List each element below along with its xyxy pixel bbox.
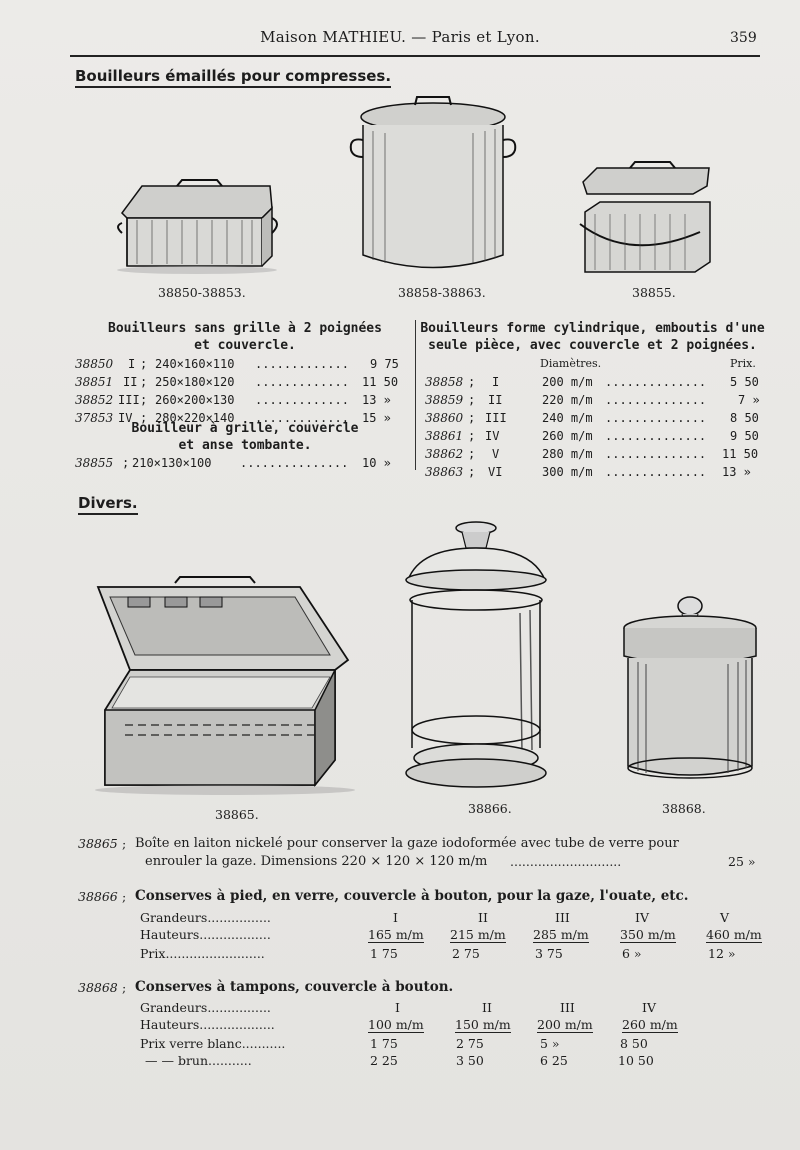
right-row-price: 5 50 (730, 375, 759, 389)
size-cell: II (482, 1000, 492, 1015)
price-brown-cell: 6 25 (540, 1053, 568, 1068)
item-ref-38866: 38866 (78, 889, 118, 904)
right-row: 38862 (425, 447, 464, 461)
leader-dots: .............. (605, 447, 707, 461)
leader-dots: .............. (605, 429, 707, 443)
left-row-price: 11 50 (362, 375, 399, 389)
right-row-num: VI (488, 465, 503, 479)
right-row-diam: 220 m/m (542, 393, 593, 407)
left-row-dims: 280×220×140 (155, 411, 235, 425)
left-row: 37853 (75, 411, 114, 425)
right-row-price: 9 50 (730, 429, 759, 443)
left-row-dims: 240×160×110 (155, 357, 235, 371)
size-cell: III (560, 1000, 575, 1015)
right-row-sep: ; (468, 393, 476, 407)
column-divider (415, 320, 416, 470)
glass-jar-on-foot-icon (400, 518, 555, 798)
right-table-title: Bouilleurs forme cylindrique, emboutis d'une seule pièce, avec couvercle et 2 poignées. (420, 321, 765, 353)
height-cell: 150 m/m (455, 1017, 511, 1032)
right-row: 38863 (425, 465, 464, 479)
section-title-divers: Divers. (78, 494, 138, 512)
item-38868-title: Conserves à tampons, couvercle à bouton. (135, 979, 454, 995)
leader-dots: ............................ (510, 854, 622, 869)
right-col-diam-header: Diamètres. (540, 357, 602, 370)
section-title-boilers: Bouilleurs émaillés pour compresses. (75, 67, 391, 85)
page-number: 359 (730, 30, 757, 46)
size-cell: IV (635, 910, 649, 925)
height-cell: 460 m/m (706, 927, 762, 942)
right-row-diam: 280 m/m (542, 447, 593, 461)
right-row-diam: 300 m/m (542, 465, 593, 479)
left-row-sep: ; (140, 375, 148, 389)
left-row: 38850 (75, 357, 114, 371)
price-white-cell: 5 » (540, 1036, 560, 1051)
label-prix-brun: — — brun........... (145, 1053, 252, 1068)
right-row: 38861 (425, 429, 464, 443)
header-rule (70, 55, 760, 57)
left-row-price: 13 » (362, 393, 391, 407)
item-sep: ; (122, 889, 127, 904)
left-row-price: 9 75 (370, 357, 399, 371)
item-38866-title: Conserves à pied, en verre, couvercle à bouton, pour la gaze, l'ouate, etc. (135, 888, 689, 904)
boiler-with-grid-and-handle-icon (575, 162, 735, 274)
price-cell: 12 » (708, 946, 736, 961)
right-row-sep: ; (468, 411, 476, 425)
caption-38850: 38850-38853. (158, 285, 246, 300)
left-row-sep: ; (140, 411, 148, 425)
right-row-num: IV (485, 429, 500, 443)
right-row-num: III (485, 411, 507, 425)
size-cell: I (395, 1000, 400, 1015)
left-table-title: Bouilleurs sans grille à 2 poignées et couvercle. (108, 321, 382, 353)
size-cell: I (393, 910, 398, 925)
leader-dots: ............. (255, 375, 349, 389)
right-row: 38860 (425, 411, 464, 425)
price-cell: 6 » (622, 946, 642, 961)
price-cell: 3 75 (535, 946, 563, 961)
height-cell: 350 m/m (620, 927, 676, 942)
right-row-diam: 240 m/m (542, 411, 593, 425)
caption-38868: 38868. (662, 801, 706, 816)
item-38865-line1: Boîte en laiton nickelé pour conserver la gaze iodoformée avec tube de verre pour (135, 836, 679, 851)
height-cell: 200 m/m (537, 1017, 593, 1032)
item-38865-line2: enrouler la gaze. Dimensions 220 × 120 × 120 m/m (145, 854, 488, 869)
height-cell: 165 m/m (368, 927, 424, 942)
right-col-price-header: Prix. (730, 357, 756, 370)
right-row-sep: ; (468, 447, 476, 461)
left-row: 38851 (75, 375, 114, 389)
price-white-cell: 1 75 (370, 1036, 398, 1051)
size-cell: III (555, 910, 570, 925)
right-row-diam: 260 m/m (542, 429, 593, 443)
leader-dots: ............. (255, 357, 349, 371)
price-white-cell: 2 75 (456, 1036, 484, 1051)
item-ref-38868: 38868 (78, 980, 118, 995)
leader-dots: ............... (240, 456, 349, 470)
size-cell: IV (642, 1000, 656, 1015)
size-cell: II (478, 910, 488, 925)
left-row-sep: ; (122, 456, 130, 470)
cylindrical-boiler-icon (345, 95, 525, 277)
price-cell: 1 75 (370, 946, 398, 961)
price-brown-cell: 2 25 (370, 1053, 398, 1068)
leader-dots: .............. (605, 411, 707, 425)
caption-38855: 38855. (632, 285, 676, 300)
right-row-sep: ; (468, 429, 476, 443)
left-row-num: I (128, 357, 136, 371)
left-row-dims: 260×200×130 (155, 393, 235, 407)
left-row: 38852 (75, 393, 114, 407)
right-row-num: V (492, 447, 500, 461)
left-row-sep: ; (140, 393, 148, 407)
left-row-dims: 250×180×120 (155, 375, 235, 389)
right-row-num: I (492, 375, 500, 389)
leader-dots: .............. (605, 465, 707, 479)
label-grandeurs: Grandeurs................ (140, 910, 271, 925)
right-row-diam: 200 m/m (542, 375, 593, 389)
height-cell: 260 m/m (622, 1017, 678, 1032)
label-grandeurs: Grandeurs................ (140, 1000, 271, 1015)
label-hauteurs: Hauteurs................... (140, 1017, 275, 1032)
left-table-subtitle: Bouilleur à grille, couvercle et anse tombante. (131, 421, 359, 453)
right-row-price: 13 » (722, 465, 751, 479)
item-sep: ; (122, 980, 127, 995)
item-ref-38865: 38865 (78, 836, 118, 851)
price-brown-cell: 3 50 (456, 1053, 484, 1068)
enamel-boiler-rectangular-icon (112, 178, 282, 273)
left-row-num: III (118, 393, 140, 407)
right-row: 38859 (425, 393, 464, 407)
tampon-canister-icon (620, 596, 765, 786)
page-header: Maison MATHIEU. — Paris et Lyon. (260, 28, 540, 46)
height-cell: 100 m/m (368, 1017, 424, 1032)
item-sep: ; (122, 836, 127, 851)
size-cell: V (720, 910, 730, 925)
right-row: 38858 (425, 375, 464, 389)
left-row-last: 38855 (75, 456, 114, 470)
label-prix: Prix......................... (140, 946, 265, 961)
right-row-price: 8 50 (730, 411, 759, 425)
item-38865-price: 25 » (728, 854, 756, 869)
left-row-dims: 210×130×100 (132, 456, 212, 470)
left-row-num: II (123, 375, 138, 389)
right-row-num: II (488, 393, 503, 407)
right-row-sep: ; (468, 465, 476, 479)
right-row-price: 7 » (738, 393, 760, 407)
left-row-num: IV (118, 411, 133, 425)
leader-dots: .............. (605, 375, 707, 389)
leader-dots: ............. (255, 411, 349, 425)
left-row-price: 15 » (362, 411, 391, 425)
leader-dots: ............. (255, 393, 349, 407)
left-row-sep: ; (140, 357, 148, 371)
price-cell: 2 75 (452, 946, 480, 961)
right-row-sep: ; (468, 375, 476, 389)
price-white-cell: 8 50 (620, 1036, 648, 1051)
left-row-price: 10 » (362, 456, 391, 470)
caption-38866: 38866. (468, 801, 512, 816)
gauze-box-icon (90, 575, 365, 795)
right-row-price: 11 50 (722, 447, 759, 461)
label-hauteurs: Hauteurs.................. (140, 927, 271, 942)
label-prix-blanc: Prix verre blanc........... (140, 1036, 286, 1051)
height-cell: 215 m/m (450, 927, 506, 942)
height-cell: 285 m/m (533, 927, 589, 942)
caption-38858: 38858-38863. (398, 285, 486, 300)
caption-38865: 38865. (215, 807, 259, 822)
leader-dots: .............. (605, 393, 707, 407)
price-brown-cell: 10 50 (618, 1053, 654, 1068)
